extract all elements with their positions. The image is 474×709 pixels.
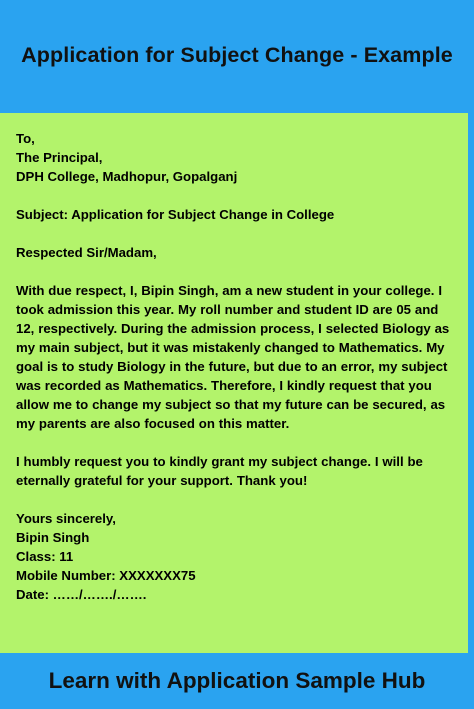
header-banner: [0, 0, 474, 113]
footer-title: Learn with Application Sample Hub: [48, 668, 426, 693]
footer-banner: [0, 653, 474, 709]
spacer: [16, 433, 456, 452]
letter-paragraph-main: With due respect, I, Bipin Singh, am a new student in your college. I took admission this year. My roll number and student ID are 05 and 12, respectively. During the admission process, I selected Biology as my main subject, but it was mistakenly changed to Mathematics. My goal is to study Biology in the future, but due to an error, my subject was recorded as Mathematics. Therefore, I kindly request that you allow me to change my subject so that my future can be secured, as my parents are also focused on this matter.: [16, 283, 450, 431]
spacer: [16, 262, 456, 281]
spacer: [16, 224, 456, 243]
closing-name: Bipin Singh: [16, 530, 90, 545]
letter-panel: [0, 113, 468, 653]
letter-body: [16, 129, 456, 604]
spacer: [16, 490, 456, 509]
recipient-address: DPH College, Madhopur, Gopalganj: [16, 169, 238, 184]
closing-signoff: Yours sincerely,: [16, 511, 116, 526]
recipient-to: To,: [16, 131, 35, 146]
letter-subject: Subject: Application for Subject Change in College: [16, 207, 335, 222]
letter-paragraph-request: I humbly request you to kindly grant my subject change. I will be eternally grateful for your support. Thank you!: [16, 454, 423, 488]
closing-date: Date: ……/……./…….: [16, 587, 147, 602]
spacer: [16, 186, 456, 205]
closing-class: Class: 11: [16, 549, 74, 564]
closing-mobile: Mobile Number: XXXXXXX75: [16, 568, 196, 583]
letter-salutation: Respected Sir/Madam,: [16, 245, 157, 260]
recipient-title: The Principal,: [16, 150, 103, 165]
page-title: Application for Subject Change - Example: [21, 43, 453, 67]
